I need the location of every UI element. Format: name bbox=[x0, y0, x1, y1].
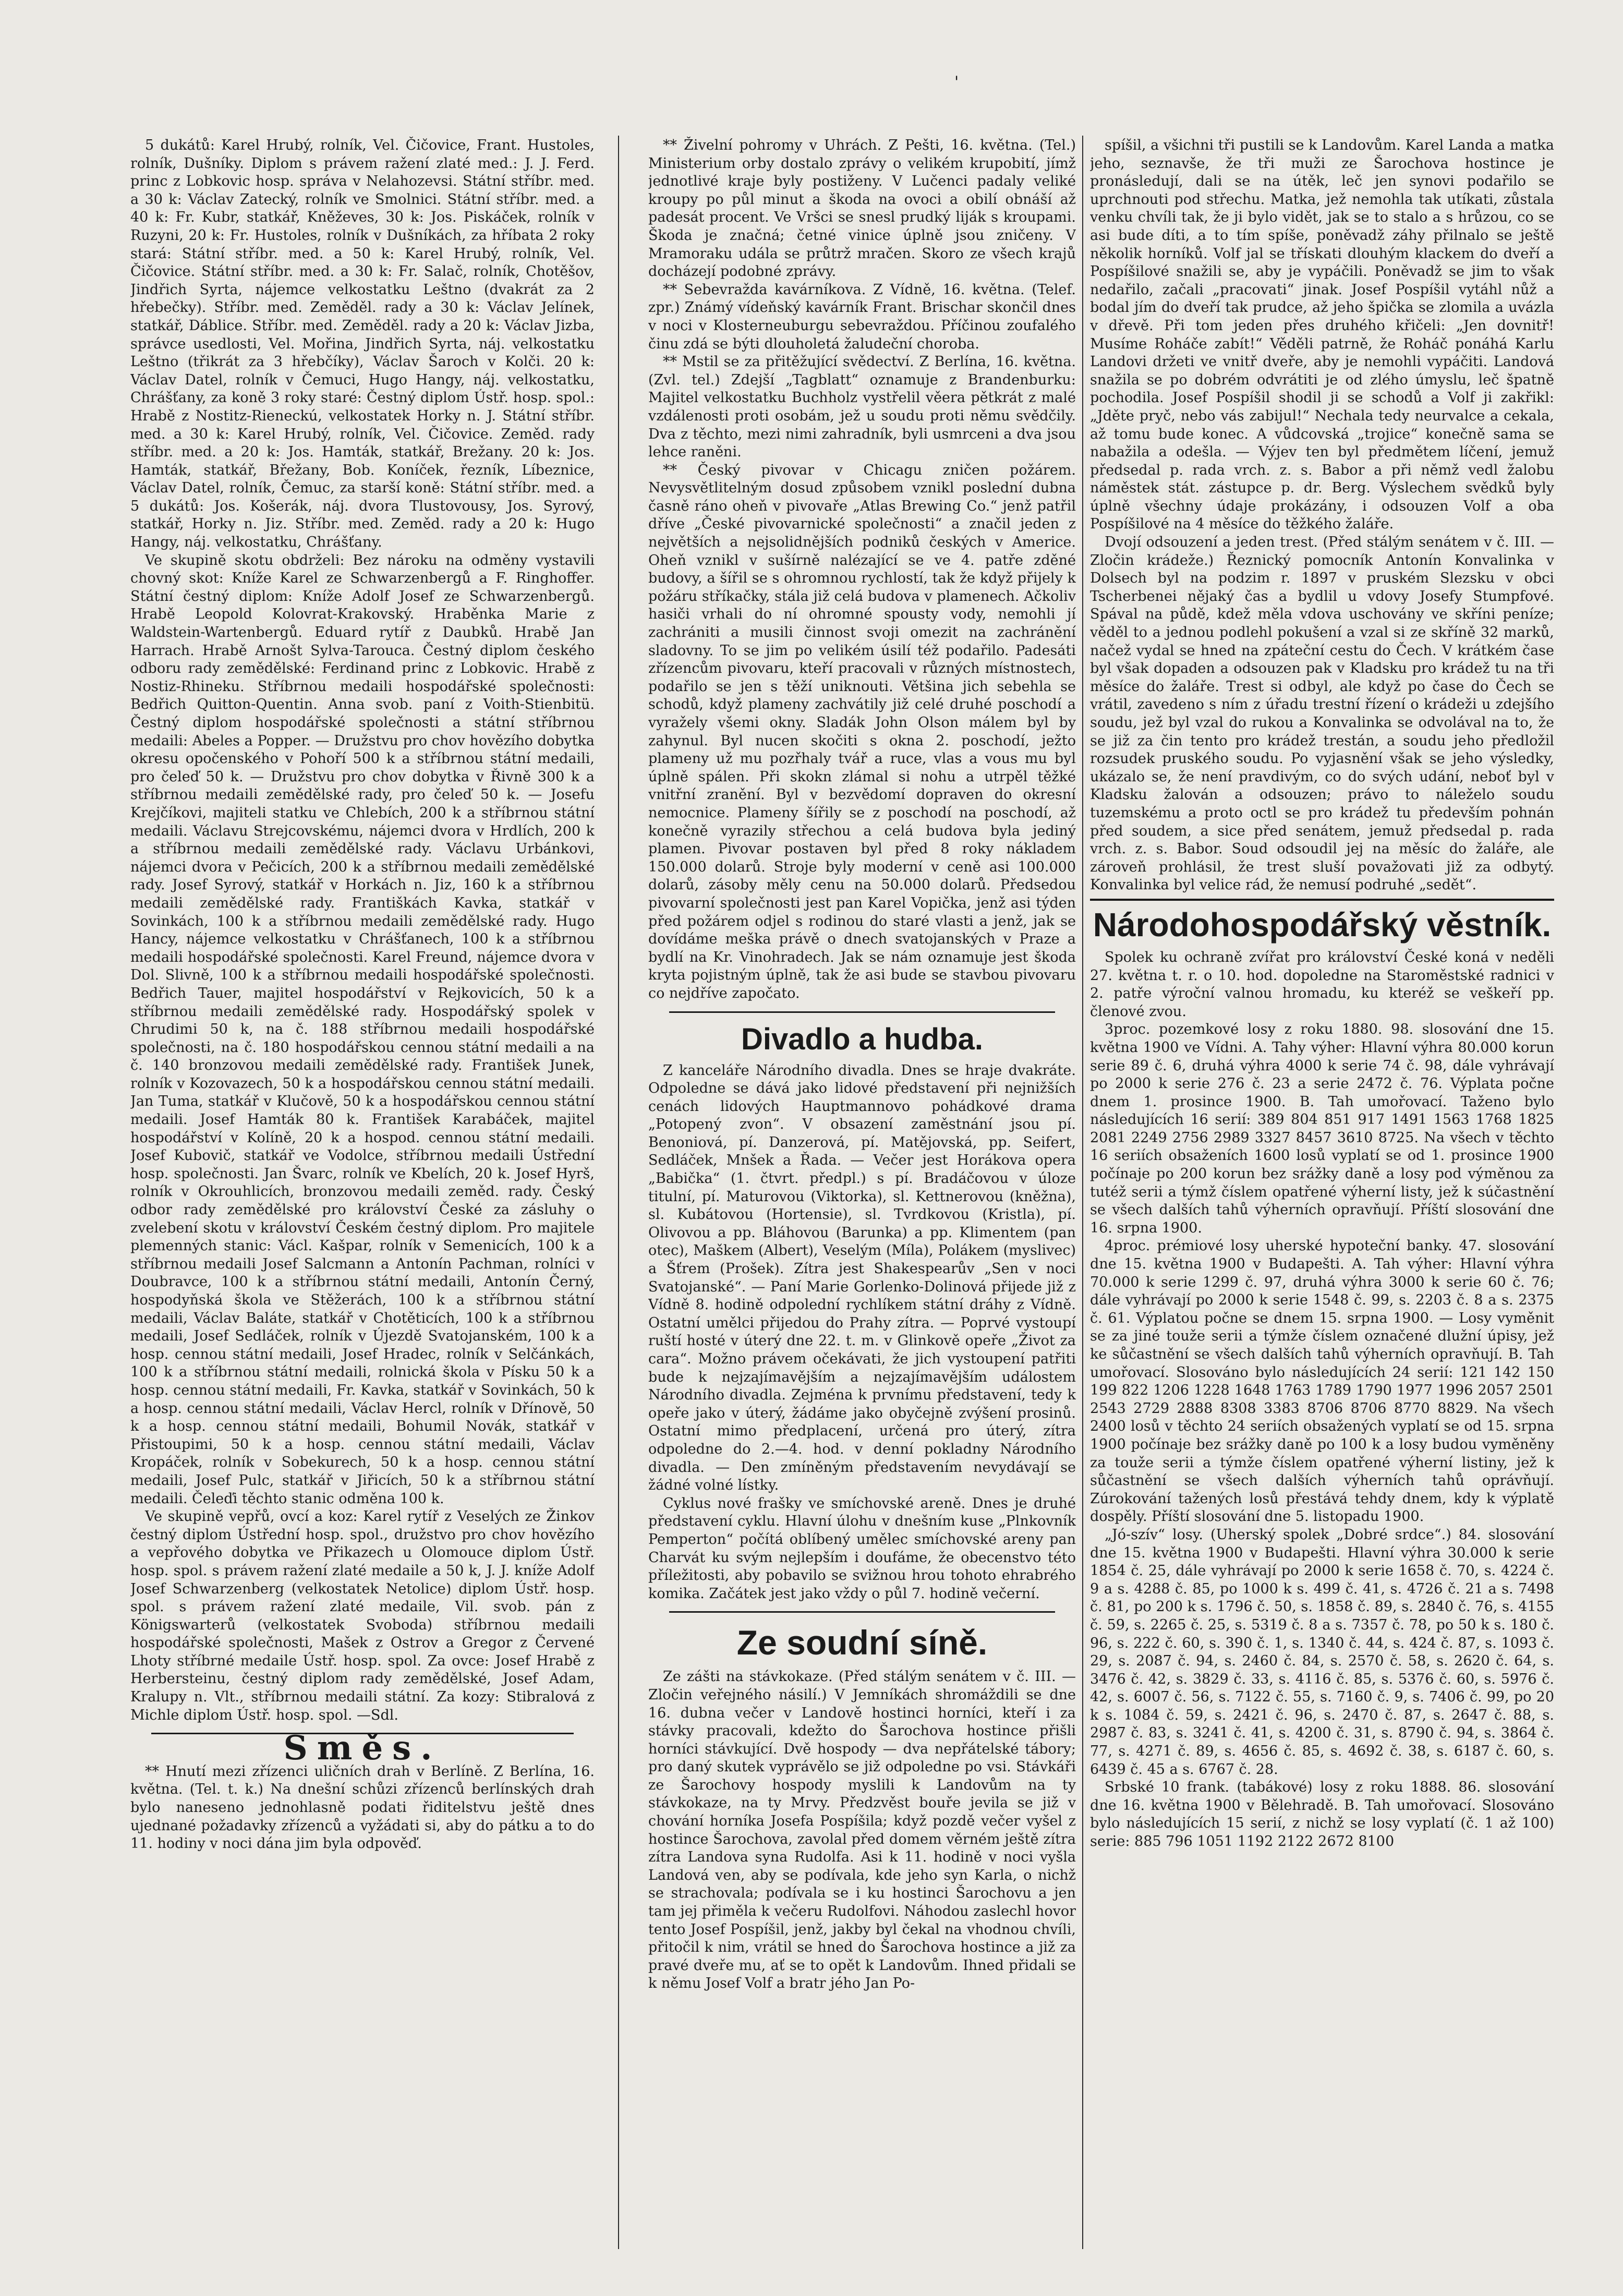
article-text: ** Český pivovar v Chicagu zničen požárem. Nevysvětlitelným dosud způsobem vznikl poslední dubna časně ráno oheň v pivovaře „Atlas Brewing Co.“ jenž patřil dříve „České pivovarnické společnosti“ a značil jeden z největších a nejsolidnějších podniků českých v Americe. Oheň vznikl v sušírně nalézající se ve 4. patře zděné budovy, a šířil se s ohromnou rychlostí, tak že když přijely k požáru stříkačky, stála již celá budova v plamenech. Ačkoliv hasiči vrhali do ní ohromné spousty vody, nemohli jí zachrániti a musili činnost svoji omezit na zachránění sladovny. To se jim po velikém úsilí též podařilo. Padesáti zřízencům pivovaru, kteří pracovali v různých místnostech, podařilo se jen s těží uniknouti. Většina jich sebehla se schodů, když plameny zachvátily již celé druhé poschodí a vyražely všemi okny. Sladák John Olson málem byl by zahynul. Byl nucen skočiti s okna 2. poschodí, ježto plameny už mu pozřhaly tvář a ruce, vlas a vous mu byl úplně spálen. Při skokn zlámal si nohu a utrpěl těžké vnitřní zranění. Byl v bezvědomí dopraven do okresní nemocnice. Plameny šířily se z poschodí na poschodí, až konečně vyrazily střechou a celá budova byla jediný plamen. Pivovar postaven byl před 8 roky nákladem 150.000 dolarů. Stroje byly moderní v ceně asi 100.000 dolarů, zásoby měly cenu na 50.000 dolarů. Předsedou pivovarní společnosti jest pan Karel Vopička, jenž asi týden před požárem odjel s rodinou do staré vlasti a jenž, jak se dovídáme meška právě o dnech svatojanských v Praze a bydlí na Kr. Vinohradech. Jak se nám oznamuje jest škoda kryta pojistným úplně, tak že asi bude se stavbou pivovaru co nejdříve započato. bbox=[648, 462, 1076, 1001]
article-text: ** Sebevražda kavárníkova. Z Vídně, 16. května. (Telef. zpr.) Známý vídeňský kavárník Frant. Brischar skončil dnes v noci v Klosterneuburgu sebevraždou. Příčinou zoufalého činu zdá se býti dlouholetá žaludeční choroba. bbox=[648, 281, 1076, 352]
column-divider bbox=[1082, 136, 1083, 2249]
section-heading-soudni: Ze soudní síně. bbox=[736, 1623, 988, 1662]
article-text: 5 dukátů: Karel Hrubý, rolník, Vel. Čičovice, Frant. Hustoles, rolník, Dušníky. Diplom s právem ražení zlaté med.: J. J. Ferd. princ z Lobkovic hosp. správa v Nelahozevsi. Státní stříbr. med. a 30 k: Václav Zatecký, rolník ve Smolnici. Státní stříbr. med. a 40 k: Fr. Kubr, statkář, Kněževes, 30 k: Jos. Piskáček, rolník v Ruzyni, 20 k: Fr. Hustoles, rolník v Dušníkách, za hříbata 2 roky stará: Státní stříbr. med. a 50 k: Karel Hrubý, rolník, Vel. Čičovice. Státní stříbr. med. a 30 k: Fr. Salač, rolník, Chotěšov, Jindřich Syrta, nájemce velkostatku Leštno (dvakrát za 2 hřebečky). Stříbr. med. Zeměděl. rady a 30 k: Václav Jelínek, statkář, Dáblice. Stříbr. med. Zeměděl. rady a 20 k: Václav Jizba, správce usedlosti, Vel. Mořina, Jindřich Syrta, náj. velkostatku Leštno (třikrát za 3 hřebčíky), Václav Šaroch v Kolči. 20 k: Václav Datel, rolník v Čemuci, Hugo Hangy, náj. velkostatku, Chrášťany, za koně 3 roky staré: Čestný diplom Ústř. hosp. spol.: Hrabě z Nostitz-Rieneckú, velkostatek Horky n. J. Státní stříbr. med. a 30 k: Karel Hrubý, rolník, Vel. Čičovice. Zeměd. rady stříbr. med. a 20 k: Jos. Hamták, statkář, Brežany. 20 k: Jos. Hamták, statkář, Břežany, Bob. Koníček, řezník, Líbeznice, Václav Datel, rolník, Čemuc, za starší koně: Státní stříbr. med. a 5 dukátů: Jos. Košerák, náj. dvora Tlustovousy, Jos. Syrový, statkář, Horky n. Jiz. Stříbr. med. Zeměd. rady a 20 k: Hugo Hangy, náj. velkostatku, Chrášťany. bbox=[130, 137, 595, 551]
section-heading-vestnik: Národohospodářský věstník. bbox=[1090, 899, 1554, 945]
page-mark: ' bbox=[954, 73, 959, 91]
left-column bbox=[130, 137, 595, 2249]
right-column bbox=[1090, 137, 1554, 2249]
article-text: ** Mstil se za přitěžující svědectví. Z Berlína, 16. května. (Zvl. tel.) Zdejší „Tagblatt“ oznamuje z Brandenburku: Majitel velkostatku Buchholz vystřelil věera pětkrát z malé vzdálenosti proti osobám, jež u soudu proti němu svědčily. Dva z těchto, mezi nimi zahradník, byli usmrceni a dva jsou lehce raněni. bbox=[648, 354, 1076, 461]
article-text: Ve skupině vepřů, ovcí a koz: Karel rytíř z Veselých ze Žinkov čestný diplom Ústřední hosp. spol., družstvo pro chov hovězího a vepřového dobytka ve Přikazech u Olomouce diplom Ústř. hosp. spol. s právem ražení zlaté medaile a 50 k, J. J. kníže Adolf Josef Schwarzenberg (velkostatek Netolice) diplom Ústř. hosp. spol. s právem ražení zlaté medaile, Vil. svob. pán z Königswarterů (velkostatek Svoboda) stříbrnou medaili hospodářské společnosti, Mašek z Ostrov a Gregor z Červené Lhoty stříbrné medaile Ústř. hosp. spol. Za ovce: Josef Hrabě z Herbersteinu, čestný diplom rady zemědělské, Josef Adam, Kralupy n. Vlt., stříbrnou medaili státní. Za kozy: Stibralová z Michle diplom Ústř. hosp. spol. —Sdl. bbox=[130, 1508, 595, 1723]
article-text: Ze zášti na stávkokaze. (Před stálým senátem v č. III. — Zločin veřejného násilí.) V Jemníkách shromáždili se dne 16. dubna večer v Landově hostinci horníci, kteří i za stávky pracovali, kdežto do Šarochova hostince přišli horníci stávkující. Dvě hospody — dva nepřátelské tábory; pro daný skutek vyprávělo se již odpoledne po vsi. Stávkáři ze Šarochovy hospody myslili k Landovům na ty stávkokaze, na ty Mrvy. Předzvěst bouře jevila se již v chování horníka Josefa Pospíšila; když pozdě večer vyšel z hostince Šarochova, zavolal před domem věrném ještě zítra zítra Landova syna Rudolfa. Asi k 11. hodině v noci vyšla Landová ven, aby se podívala, kde jeho syn Karla, o nichž se strachovala; podívala se i ku hostinci Šarochovu a jen tam jej přiměla k večeru Rudolfovi. Náhodou zaslechl hovor tento Josef Pospíšil, jenž, jakby byl čekal na vhodnou chvíli, přitočil k nim, vrátil se hned do Šarochova hostince a již za pravé dveře mu, ať se to opět k Landovům. Ihned přidali se k němu Josef Volf a bratr jého Jan Po- bbox=[648, 1669, 1076, 1992]
article-text: Spolek ku ochraně zvířat pro království České koná v neděli 27. května t. r. o 10. hod. dopoledne na Staroměstské radnici v 2. patře výroční valnou hromadu, ku kteréž se veškeří pp. členové zvou. bbox=[1090, 949, 1554, 1020]
middle-column bbox=[648, 137, 1076, 2249]
article-text: 3proc. pozemkové losy z roku 1880. 98. slosování dne 15. května 1900 ve Vídni. A. Tahy výher: Hlavní výhra 80.000 korun serie 89 č. 6, druhá výhra 4000 k serie 74 č. 98, dále vyhrávají po 2000 k serie 276 č. 23 a serie 2472 č. 76. Výplata počne dnem 1. prosince 1900. B. Tah umořovací. Taženo bylo následujících 16 serií: 389 804 851 917 1491 1563 1768 1825 2081 2249 2756 2989 3327 8457 3610 8725. Na všech v těchto 16 seriích obsaženích 1600 losů vyplatí se od 1. prosince 1900 počínaje po 200 korun bez srážky daně a losy pod výměnou za tutéž serii a týmž číslem opatřené výherní listy, jež k súčastnění se všech dalších tahů výherních opravňují. Příští slosování dne 16. srpna 1900. bbox=[1090, 1021, 1554, 1236]
article-text: ** Hnutí mezi zřízenci uličních drah v Berlíně. Z Berlína, 16. května. (Tel. t. k.) Na dnešní schůzi zřízenců berlínských drah bylo naneseno jednohlasně podati řiditelstvu ještě dnes ujednané požadavky zřízenců a vyžádati si, aby do pátku a to do 11. hodiny v noci dána jim byla odpověď. bbox=[130, 1763, 595, 1852]
article-text: Ve skupině skotu obdrželi: Bez nároku na odměny vystavili chovný skot: Kníže Karel ze Schwarzenbergů a F. Ringhoffer. Státní čestný diplom: Kníže Adolf Josef ze Schwarzenbergů. Hrabě Leopold Kolovrat-Krakovský. Hraběnka Marie z Waldstein-Wartenbergů. Eduard rytíř z Daubků. Hrabě Jan Harrach. Hrabě Arnošt Sylva-Tarouca. Čestný diplom českého odboru rady zemědělské: Ferdinand princ z Lobkovic. Hrabě z Nostiz-Rhineku. Stříbrnou medaili hospodářské společnosti: Bedřich Quitton-Quentin. Anna svob. paní z Voith-Stienbitü. Čestný diplom hospodářské společnosti a státní stříbrnou medaili: Abeles a Popper. — Družstvu pro chov hovězího dobytka okresu opočenského v Pohoří 500 k a stříbrnou státní medaili, pro čeleď 50 k. — Družstvu pro chov dobytka v Řivně 300 k a stříbrnou medaili zemědělské rady, pro čeleď 50 k. — Josefu Krejčíkovi, majiteli statku ve Chlebích, 200 k a stříbrnou státní medaili. Václavu Strejcovskému, nájemci dvora v Hrdlích, 200 k a stříbrnou medaili zemědělské rady. Václavu Urbánkovi, nájemci dvora v Pečicích, 200 k a stříbrnou medaili zemědělské rady. Josef Syrový, statkář v Horkách n. Jiz, 160 k a stříbrnou medaili zemědělské rady. Františkách Kavka, statkář v Sovinkách, 100 k a stříbrnou medaili zemědělské rady. Hugo Hancy, nájemce velkostatku v Chrášťanech, 100 k a stříbrnou medaili hospodářské společnosti. Karel Freund, nájemce dvora v Dol. Slivně, 100 k a stříbrnou medaili hospodářské společnosti. Bedřich Tauer, majitel hospodářství v Rejkovicích, 50 k a stříbrnou medaili zemědělské rady. Hospodářský spolek v Chrudimi 50 k, na č. 188 stříbrnou medaili hospodářské společnosti, na č. 180 hospodářskou cennou státní medaili a na č. 140 bronzovou medaili zemědělské rady. František Junek, rolník v Kozovazech, 50 k a hospodářskou cennou státní medaili. Jan Tuma, statkář v Klučově, 50 k a hospodářskou cennou státní medaili. Josef Hamták 80 k. František Karabáček, majitel hospodářství v Kolíně, 20 k a hospod. cennou státní medaili. Josef Kubovič, statkář ve Vodolce, stříbrnou medaili Ústřední hosp. společnosti. Jan Švarc, rolník ve Kbelích, 20 k. Josef Hyrš, rolník v Okrouhlicích, bronzovou medaili zeměd. rady. Český odbor rady zemědělské pro království České za zásluhy o zvelebení skotu v království Českém čestný diplom. Pro majitele plemenných stanic: Václ. Kašpar, rolník v Semenicích, 100 k a stříbrnou medaili Josef Salcmann a Antonín Pachman, rolníci v Doubravce, 100 k a stříbrnou státní medaili, Antonín Černý, hospodyňská škola ve Stěžerách, 100 k a stříbrnou státní medaili, Václav Baláte, statkář v Chotěticích, 100 k a stříbrnou medaili, Josef Sedláček, rolník v Újezdě Svatojanském, 100 k a hosp. cennou státní medaili, Josef Hradec, rolník v Selčánkách, 100 k a stříbrnou státní medaili, rolnická škola v Písku 50 k a hosp. cennou státní medaili, Fr. Kavka, statkář v Sovinkách, 50 k a hosp. cennou státní medaili, Václav Hercl, rolník v Dřínově, 50 k a hosp. cennou státní medaili, Bohumil Novák, statkář v Přistoupimi, 50 k a hosp. cennou státní medaili, Václav Kropáček, rolník v Sobekurech, 50 k a hosp. cennou státní medaili, Josef Pulc, statkář v Jiřicích, 50 k a stříbrnou státní medaili. Čeleďi těchto stanic odměna 100 k. bbox=[130, 552, 595, 1507]
article-text: Cyklus nové frašky ve smíchovské areně. Dnes je druhé představení cyklu. Hlavní úlohu v dnešním kuse „Plnkovník Pemperton“ počítá oblíbený umělec smíchovské areny pan Charvát ku svým nejlepším i doufáme, že obecenstvo této příležitosti, aby pobavilo se svižnou hrou tohoto ehrabrého komika. Začátek jest jako vždy o půl 7. hodině večerní. bbox=[648, 1495, 1076, 1602]
article-text: 4proc. prémiové losy uherské hypoteční banky. 47. slosování dne 15. května 1900 v Budapešti. A. Tah výher: Hlavní výhra 70.000 k serie 1299 č. 97, druhá výhra 3000 k serie 60 č. 76; dále vyhrávají po 2000 k serie 1548 č. 99, s. 2203 č. 8 a s. 2375 č. 61. Výplatou počne se dnem 15. srpna 1900. — Losy vyměnit se za jiné touže serii a týmže číslem označené dlužní úpisy, jež ke sůčastnění se všech dalších tahů výherních opravňují. B. Tah umořovací. Slosováno bylo následujících 24 serií: 121 142 150 199 822 1206 1228 1648 1763 1789 1790 1977 1996 2057 2501 2543 2729 2888 8308 3383 8706 8706 8770 8829. Na všech 2400 losů v těchto 24 seriích obsažených vyplatí se od 15. srpna 1900 počínaje bez srážky daně po 100 k a losy budou vyměněny za touže serii a týmže číslem opatřené výherní listiny, jež k sůčastnění se všech dalších výherních tahů oprávňují. Zúrokování tažených losů přestává tehdy dnem, kdy k výplatě dospěly. Příští slosování dne 5. listopadu 1900. bbox=[1090, 1238, 1554, 1525]
article-text: Srbské 10 frank. (tabákové) losy z roku 1888. 86. slosování dne 16. května 1900 v Bělehradě. B. Tah umořovací. Slosováno bylo následujících 15 serií, z nichž se losy vyplatí (č. 1 až 100) serie: 885 796 1051 1192 2122 2672 8100 bbox=[1090, 1779, 1554, 1850]
article-text: Z kanceláře Národního divadla. Dnes se hraje dvakráte. Odpoledne se dává jako lidové představení při nejnižších cenách lidových Hauptmannovo pohádkové drama „Potopený zvon“. V obsazení zaměstnání jsou pí. Benoniová, pí. Danzerová, pí. Matějovská, pp. Seifert, Sedláček, Mnšek a Řada. — Večer jest Horákova opera „Babička“ (1. čtvrt. předpl.) s pí. Bradáčovou v úloze titulní, pí. Maturovou (Viktorka), sl. Kettnerovou (kněžna), sl. Kubátovou (Hortensie), sl. Tvrdkovou (Kristla), pí. Olivovou a pp. Bláhovou (Barunka) a pp. Klimentem (pan otec), Maškem (Albert), Veselým (Míla), Polákem (myslivec) a Šťrem (Prošek). Zítra jest Shakespearův „Sen v noci Svatojanské“. — Paní Marie Gorlenko-Dolinová přijede již z Vídně 8. hodině odpolední rychlíkem státní dráhy z Vídně. Ostatní umělci přijedou do Prahy zítra. — Poprvé vystoupí ruští hosté v úterý dne 22. t. m. v Glinkově opeře „Život za cara“. Možno právem očekávati, že jich vystoupení patřiti bude k nejzajímavějším a nejzajímavějším událostem Národního divadla. Zejména k prvnímu představení, tedy k opeře jako v úterý, žádáme jako obyčejně zvýšení prosinů. Ostatní mimo předplacení, určená pro úterý, zítra odpoledne do 2.—4. hod. v denní pokladny Národního divadla. — Den zmíněným představením nevydávají se žádné volné lístky. bbox=[648, 1062, 1076, 1494]
separator bbox=[669, 1611, 1055, 1613]
column-divider bbox=[618, 136, 619, 2249]
separator bbox=[669, 1011, 1055, 1013]
article-text: spíšil, a všichni tři pustili se k Landovům. Karel Landa a matka jeho, seznavše, že tři muži ze Šarochova hostince je pronásledují, dali se na útěk, leč jen synovi podařilo se uprchnouti pod střechu. Matka, jež nemohla tak utíkati, zůstala venku chvíli tak, že ji bylo vidět, jak se to stalo a s hrůzou, co se asi bude díti, a to tím spíše, poněvadž záhy přilnalo se ještě několik horníků. Volf jal se třískati dlouhým klackem do dveří a Pospíšilové snažili se, aby je vypáčili. Poněvadž se jim to však nedařilo, začali „pracovati“ jinak. Josef Pospíšil vytáhl nůž a bodal jím do dveří tak prudce, až jeho špička se zlomila a uvázla v dřevě. Při tom jeden přes druhého křičeli: „Jen dovnitř! Musíme Roháče zabít!“ Věděli patrně, že Roháč ponáhá Karlu Landovi držeti ve vnitř dveře, aby je nemohli vypáčiti. Landová snažila se po dobrém odvrátiti je od zlého úmyslu, leč špatně pochodila. Josef Pospíšil shodil ji se schodů a Volf ji zakřikl: „Jděte pryč, nebo vás zabijul!“ Nechala tedy neurvalce a cekala, až tomu bude konec. A vůdcovská „trojice“ konečně sama se nabažila a odešla. — Výjev ten byl předmětem líčení, jemuž předsedal p. rada vrch. z. s. Babor a při němž vedl žalobu náměstek stát. zástupce p. dr. Berg. Výslechem svědků byly úplně všechny údaje prokázány, i odsouzen Volf a oba Pospíšilové na 4 měsíce do těžkého žaláře. bbox=[1090, 137, 1554, 533]
section-heading-smes: Směs. bbox=[283, 1729, 442, 1768]
article-text: „Jó-szív“ losy. (Uherský spolek „Dobré srdce“.) 84. slosování dne 15. května 1900 v Budapešti. Hlavní výhra 30.000 k serie 1854 č. 25, dále vyhrávají po 2000 k serie 1658 č. 70, s. 4224 č. 9 a s. 4288 č. 85, po 1000 k s. 499 č. 41, s. 4726 č. 21 a s. 7498 č. 81, po 200 k s. 1796 č. 50, s. 1858 č. 89, s. 2840 č. 76, s. 4155 č. 59, s. 2265 č. 25, s. 5319 č. 8 a s. 7357 č. 78, po 50 k s. 180 č. 96, s. 222 č. 60, s. 390 č. 1, s. 1340 č. 44, s. 424 č. 87, s. 1093 č. 29, s. 2087 č. 94, s. 2460 č. 84, s. 2570 č. 58, s. 2620 č. 64, s. 3476 č. 42, s. 3829 č. 33, s. 4116 č. 85, s. 5376 č. 60, s. 5976 č. 42, s. 6007 č. 56, s. 7122 č. 55, s. 7160 č. 9, s. 7406 č. 99, po 20 k s. 1084 č. 59, s. 2421 č. 96, s. 2470 č. 87, s. 2647 č. 88, s. 2987 č. 83, s. 3241 č. 41, s. 4200 č. 31, s. 8790 č. 94, s. 3864 č. 77, s. 4271 č. 89, s. 4656 č. 85, s. 4692 č. 38, s. 6187 č. 60, s. 6439 č. 45 a s. 6767 č. 28. bbox=[1090, 1526, 1554, 1778]
article-text: Dvojí odsouzení a jeden trest. (Před stálým senátem v č. III. — Zločin krádeže.) Řeznický pomocník Antonín Konvalinka v Dolsech byl na podzim r. 1897 v pruském Slezsku v obci Tscherbenei nějaký čas a bydlil u vdovy Josefy Stumpfové. Spával na půdě, kdež měla vdova uschovány ve skříni peníze; věděl to a jednou podlehl pokušení a vzal si ze skříně 32 marků, načež vydal se hned na zpáteční cestu do Čech. V krátkém čase byl však dopaden a odsouzen pak v Kladsku pro krádež tu na tři měsíce do žaláře. Trest si odbyl, ale když po čase do Čech se vrátil, zavedeno s ním z úřadu trestní řízení o krádeži u zdejšího soudu, jež byl vzal do rukou a Konvalinka se odvolával na to, že se již za čin tento pro krádež trestán, a soudu jeho předložil rozsudek pruského soudu. Po vyjasnění však se jeho výsledky, ukázalo se, že není pravdivým, co do svých udání, neboť byl v Kladsku žalován a odsouzen; právo to náleželo soudu tuzemskému a proto octl se pro krádež tu především pohnán před soudem, a sice před senátem, jemuž předsedal p. rada vrch. z. s. Babor. Soud odsoudil jej na měsíc do žaláře, ale zároveň prohlásil, že trest sluší považovati již za odbytý. Konvalinka byl velice rád, že nemusí podruhé „sedět“. bbox=[1090, 534, 1554, 893]
article-text: ** Živelní pohromy v Uhrách. Z Pešti, 16. května. (Tel.) Ministerium orby dostalo zprávy o velikém krupobití, jímž jednotlivé kraje byly postiženy. V Lučenci padaly veliké kroupy po půl minut a škoda na ovoci a obilí obnáší až padesát procent. Ve Vršci se snesl prudký liják s kroupami. Škoda je značná; četné vinice úplně jsou zničeny. V Mramoraku udála se průtrž mračen. Skoro ze všech krajů docházejí podobné zprávy. bbox=[648, 137, 1076, 280]
section-heading-divadlo: Divadlo a hudba. bbox=[741, 1022, 984, 1056]
